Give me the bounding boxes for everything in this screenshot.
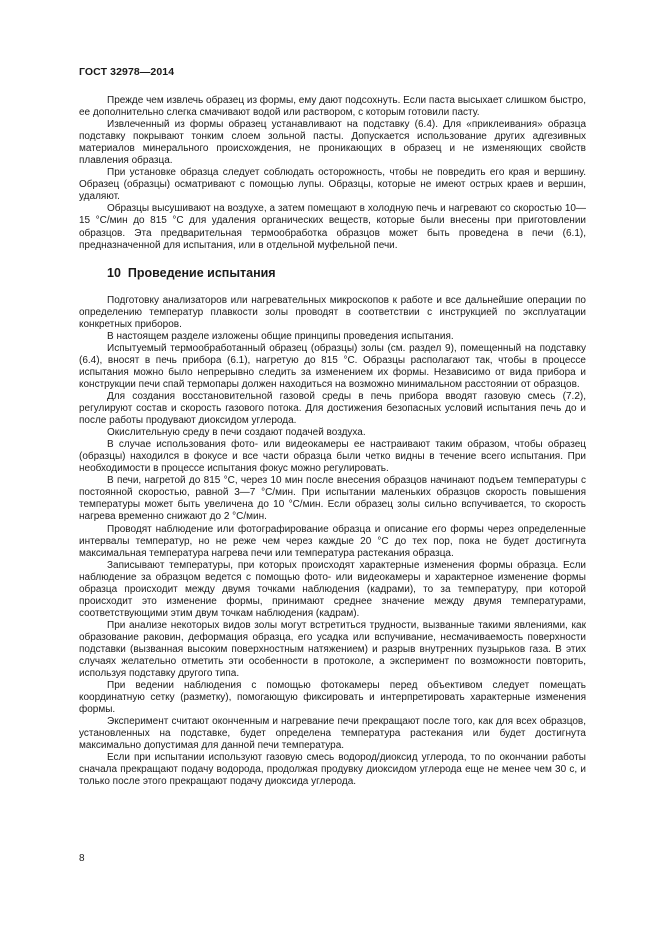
paragraph: Записывают температуры, при которых происходят характерные изменения формы образца. Если наблюдение за образцом ведется с помощью фото- или видеокамеры и характерное изменение формы образца происходит между двумя точками наблюдения (кадрами), то за температуру, при которой происходит это изменение формы, принимают среднее значение между двумя температурами, соответствующими этим двум точкам наблюдения (кадрам). [79,559,586,619]
paragraph: Если при испытании используют газовую смесь водород/диоксид углерода, то по окончании работы сначала прекращают подачу водорода, продолжая продувку диоксидом углерода еще не менее чем 30 с, и только после этого прекращают подачу диоксида углерода. [79,752,586,788]
paragraph: Проводят наблюдение или фотографирование образца и описание его формы через определенные интервалы температур, но не реже чем через каждые 20 °С до тех пор, пока не будет достигнута максимальная температура нагрева печи или температура растекания образца. [79,523,586,559]
paragraph: Для создания восстановительной газовой среды в печь прибора вводят газовую смесь (7.2), регулируют состав и скорость газового потока. Для достижения безопасных условий испытания печь до и после работы продувают диоксидом углерода. [79,390,586,427]
paragraph: При ведении наблюдения с помощью фотокамеры перед объективом следует помещать координатную сетку (разметку), помогающую фиксировать и интерпретировать характерные изменения формы. [79,680,586,716]
document-body [79,95,586,789]
paragraph: В печи, нагретой до 815 °С, через 10 мин после внесения образцов начинают подъем температуры с постоянной скоростью, равной 3—7 °С/мин. При испытании маленьких образцов скорость повышения температуры может быть увеличена до 10 °С/мин. Если образец золы сильно вспучивается, то скорость нагрева временно снижают до 2 °С/мин. [79,475,586,523]
paragraph: Эксперимент считают оконченным и нагревание печи прекращают после того, как для всех образцов, установленных на подставке, будет определена температура растекания или будет достигнута максимально допустимая для данной печи температура. [79,716,586,752]
paragraph: Извлеченный из формы образец устанавливают на подставку (6.4). Для «приклеивания» образца подставку покрывают тонким слоем зольной пасты. Допускается использование других адгезивных материалов минерального происхождения, не проникающих в образец и не изменяющих свойств плавления образца. [79,119,586,167]
paragraph: Испытуемый термообработанный образец (образцы) золы (см. раздел 9), помещенный на подставку (6.4), вносят в печь прибора (6.1), нагретую до 815 °С. Образцы располагают так, чтобы в процессе испытания можно было непрерывно следить за изменением их формы. Независимо от вида прибора и конструкции печи спай термопары должен находиться на возможно минимальном расстоянии от образцов. [79,342,586,390]
paragraph: Подготовку анализаторов или нагревательных микроскопов к работе и все дальнейшие операции по определению температур плавкости золы проводят в соответствии с инструкцией по эксплуатации конкретных приборов. [79,294,586,330]
paragraph: Образцы высушивают на воздухе, а затем помещают в холодную печь и нагревают со скоростью 10—15 °С/мин до 815 °С для удаления органических веществ, которые были внесены при приготовлении образцов. Эта предварительная термообработка образцов может быть проведена в печи (6.1), предназначенной для испытания, или в отдельной муфельной печи. [79,203,586,251]
paragraph: В настоящем разделе изложены общие принципы проведения испытания. [107,330,454,342]
paragraph: Окислительную среду в печи создают подачей воздуха. [107,427,366,439]
section-title: Проведение испытания [127,265,276,280]
paragraph: При установке образца следует соблюдать осторожность, чтобы не повредить его края и вершину. Образец (образцы) осматривают с помощью лупы. Образцы, которые не имеют острых краев и вершин, удаляют. [79,167,586,203]
paragraph: При анализе некоторых видов золы могут встретиться трудности, вызванные такими явлениями, как образование раковин, деформация образца, его усадка или вспучивание, несмачиваемость поверхности подставки (вызванная высоким поверхностным натяжением) и разрыв внутренних пузырьков газа. В этих случаях желательно отметить эти особенности в протоколе, а эксперимент по возможности повторить, используя подставку другого типа. [79,619,586,680]
section-heading [79,266,586,280]
document-header: ГОСТ 32978—2014 [79,66,175,78]
paragraph: В случае использования фото- или видеокамеры ее настраивают таким образом, чтобы образец (образцы) находился в фокусе и все части образца были четко видны в течение всего испытания. При необходимости в процессе испытания фокус можно регулировать. [79,439,586,475]
section-number: 10 [107,265,121,280]
page-number: 8 [79,853,85,864]
paragraph: Прежде чем извлечь образец из формы, ему дают подсохнуть. Если паста высыхает слишком быстро, ее дополнительно слегка смачивают водой или раствором, с которым готовили пасту. [79,95,586,119]
